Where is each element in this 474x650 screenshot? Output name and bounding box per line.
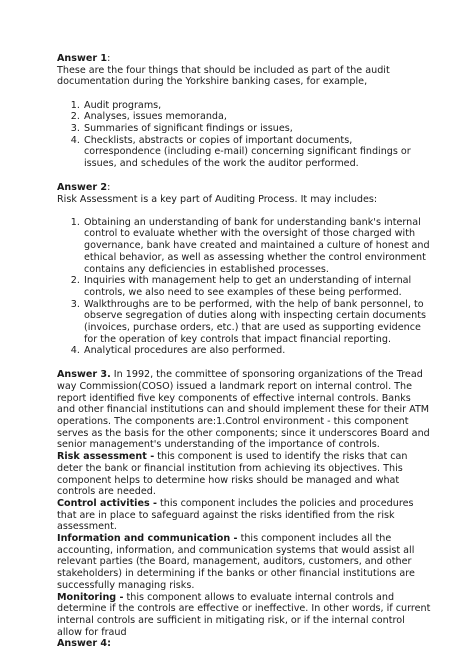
answer-1-heading-line (57, 53, 431, 65)
list-item: 1. Obtaining an understanding of bank for understanding bank's internal control to evaluate whether with the oversight of those charged with governance, bank have created and maintained a culture of honest and ethical behavior, as well as assessing whether the control environment contains any deficiencies in established processes. (83, 217, 431, 276)
component-risk-assessment (57, 451, 431, 498)
document-page (57, 53, 431, 650)
answer-3-heading: Answer 3. (57, 369, 111, 381)
list-item: 2. Analyses, issues memoranda, (83, 111, 431, 123)
answer-1-intro: These are the four things that should be included as part of the audit documentation during the Yorkshire banking cases, for example, (57, 64, 390, 88)
list-item: 4. Analytical procedures are also performed. (83, 345, 431, 357)
component-label: Monitoring - (57, 591, 124, 603)
component-control-activities (57, 498, 431, 533)
component-text: this component includes all the accounting, information, and communication systems that would assist all relevant parties (the Board, management, auditors, customers, and other stakeholders) in determining if the banks or other financial institutions are successfully managing risks. (57, 533, 415, 591)
list-item: 1. Audit programs, (83, 100, 431, 112)
list-item: 2. Inquiries with management help to get an understanding of internal controls, we also need to see examples of these being performed. (83, 275, 431, 298)
list-item: 4. Checklists, abstracts or copies of important documents, correspondence (including e-mail) concerning significant findings or issues, and schedules of the work the auditor performed. (83, 135, 431, 170)
answer-1-list (57, 100, 431, 170)
answer-4-heading-line (57, 638, 431, 650)
answer-2-heading: Answer 2 (57, 181, 108, 193)
component-information-communication (57, 533, 431, 592)
component-text: this component is used to identify the risks that can deter the bank or financial institution from achieving its objectives. This component helps to determine how risks should be managed and what controls are needed. (57, 451, 408, 498)
answer-3-paragraph (57, 369, 431, 451)
answer-1-colon: : (107, 53, 111, 64)
answer-1-heading: Answer 1 (57, 53, 108, 64)
list-item: 3. Walkthroughs are to be performed, with the help of bank personnel, to observe segregation of duties along with inspecting certain documents (invoices, purchase orders, etc.) that are used as supporting evidence for the operation of key controls that impact financial reporting. (83, 299, 431, 346)
answer-2-heading-line (57, 182, 431, 194)
component-label: Control activities - (57, 497, 157, 509)
answer-3-text: In 1992, the committee of sponsoring organizations of the Tread way Commission(COSO) issued a landmark report on internal control. The report identified five key components of effective internal controls. Banks and other financial institutions can and should implement these for their ATM operations. The components are:1.Control environment - this component serves as the basis for the other components; since it underscores Board and senior management's understanding of the importance of controls. (57, 369, 430, 451)
answer-2-colon: : (107, 181, 111, 193)
answer-2-intro: Risk Assessment is a key part of Auditing Process. It may includes: (57, 193, 378, 205)
list-item: 3. Summaries of significant findings or issues, (83, 123, 431, 135)
answer-2-list (57, 217, 431, 357)
component-monitoring (57, 592, 431, 639)
component-text: this component allows to evaluate internal controls and determine if the controls are effective or ineffective. In other words, if current internal controls are sufficient in mitigating risk, or if the internal control allow for fraud (57, 591, 431, 638)
answer-4-heading: Answer 4: (57, 638, 111, 650)
component-text: this component includes the policies and procedures that are in place to safeguard against the risks identified from the risk assessment. (57, 497, 414, 533)
component-label: Risk assessment - (57, 451, 155, 463)
component-label: Information and communication - (57, 533, 238, 545)
